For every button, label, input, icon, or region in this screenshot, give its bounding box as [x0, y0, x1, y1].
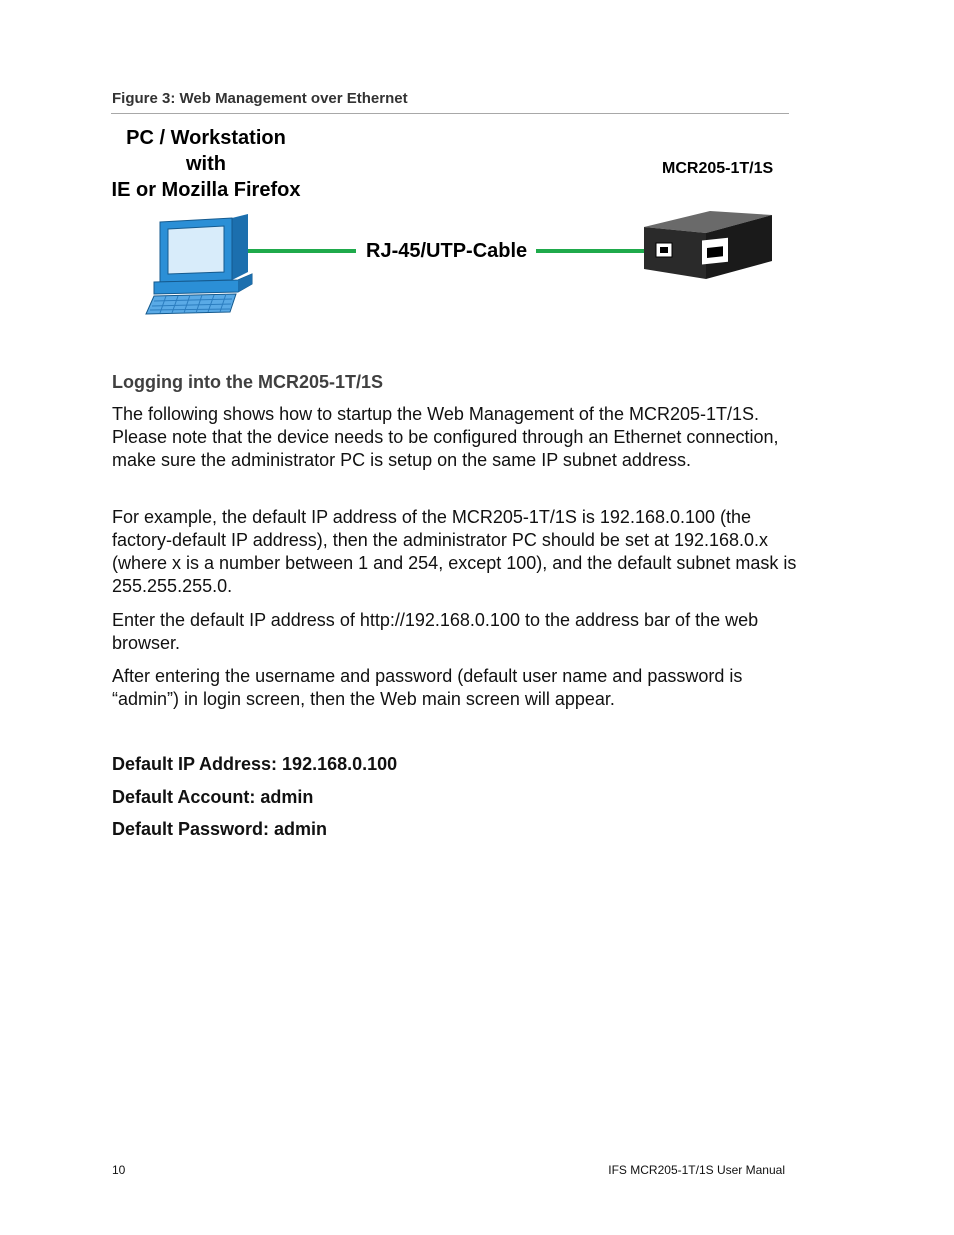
page-number: 10 — [112, 1163, 126, 1177]
figure-caption: Figure 3: Web Management over Ethernet — [112, 90, 408, 107]
section-heading: Logging into the MCR205-1T/1S — [112, 372, 384, 392]
manual-title: IFS MCR205-1T/1S User Manual — [608, 1163, 785, 1177]
cable-line-left — [246, 249, 356, 253]
pc-label-line-2: with — [186, 153, 226, 175]
device-label: MCR205-1T/1S — [662, 160, 774, 177]
pc-label-line-1: PC / Workstation — [126, 127, 286, 149]
paragraph-address-bar: Enter the default IP address of http://192.168.0.100 to the address bar of the web browser. — [112, 610, 759, 653]
paragraph-example: For example, the default IP address of the MCR205-1T/1S is 192.168.0.100 (the factory-default IP address), then the administrator PC should be set at 192.168.0.x (where x is a number between 1 and 254, except 100), and the default subnet mask is 255.255.255.0. — [112, 507, 797, 596]
pc-workstation-label — [106, 125, 306, 203]
cable-line-right — [536, 249, 646, 253]
paragraph-startup: The following shows how to startup the Web Management of the MCR205-1T/1S. Please note that the device needs to be configured through an Ethernet connection, make sure the administrator PC is setup on the same IP subnet address. — [112, 404, 779, 470]
default-ip-address: Default IP Address: 192.168.0.100 — [112, 754, 398, 774]
paragraph-login: After entering the username and password (default user name and password is “admin”) in login screen, then the Web main screen will appear. — [112, 666, 743, 709]
default-account: Default Account: admin — [112, 787, 314, 807]
caption-divider — [111, 113, 789, 114]
cable-label: RJ-45/UTP-Cable — [366, 240, 528, 262]
computer-icon — [140, 212, 260, 322]
media-converter-icon — [640, 205, 780, 285]
pc-label-line-3: IE or Mozilla Firefox — [111, 179, 301, 201]
default-password: Default Password: admin — [112, 819, 328, 839]
